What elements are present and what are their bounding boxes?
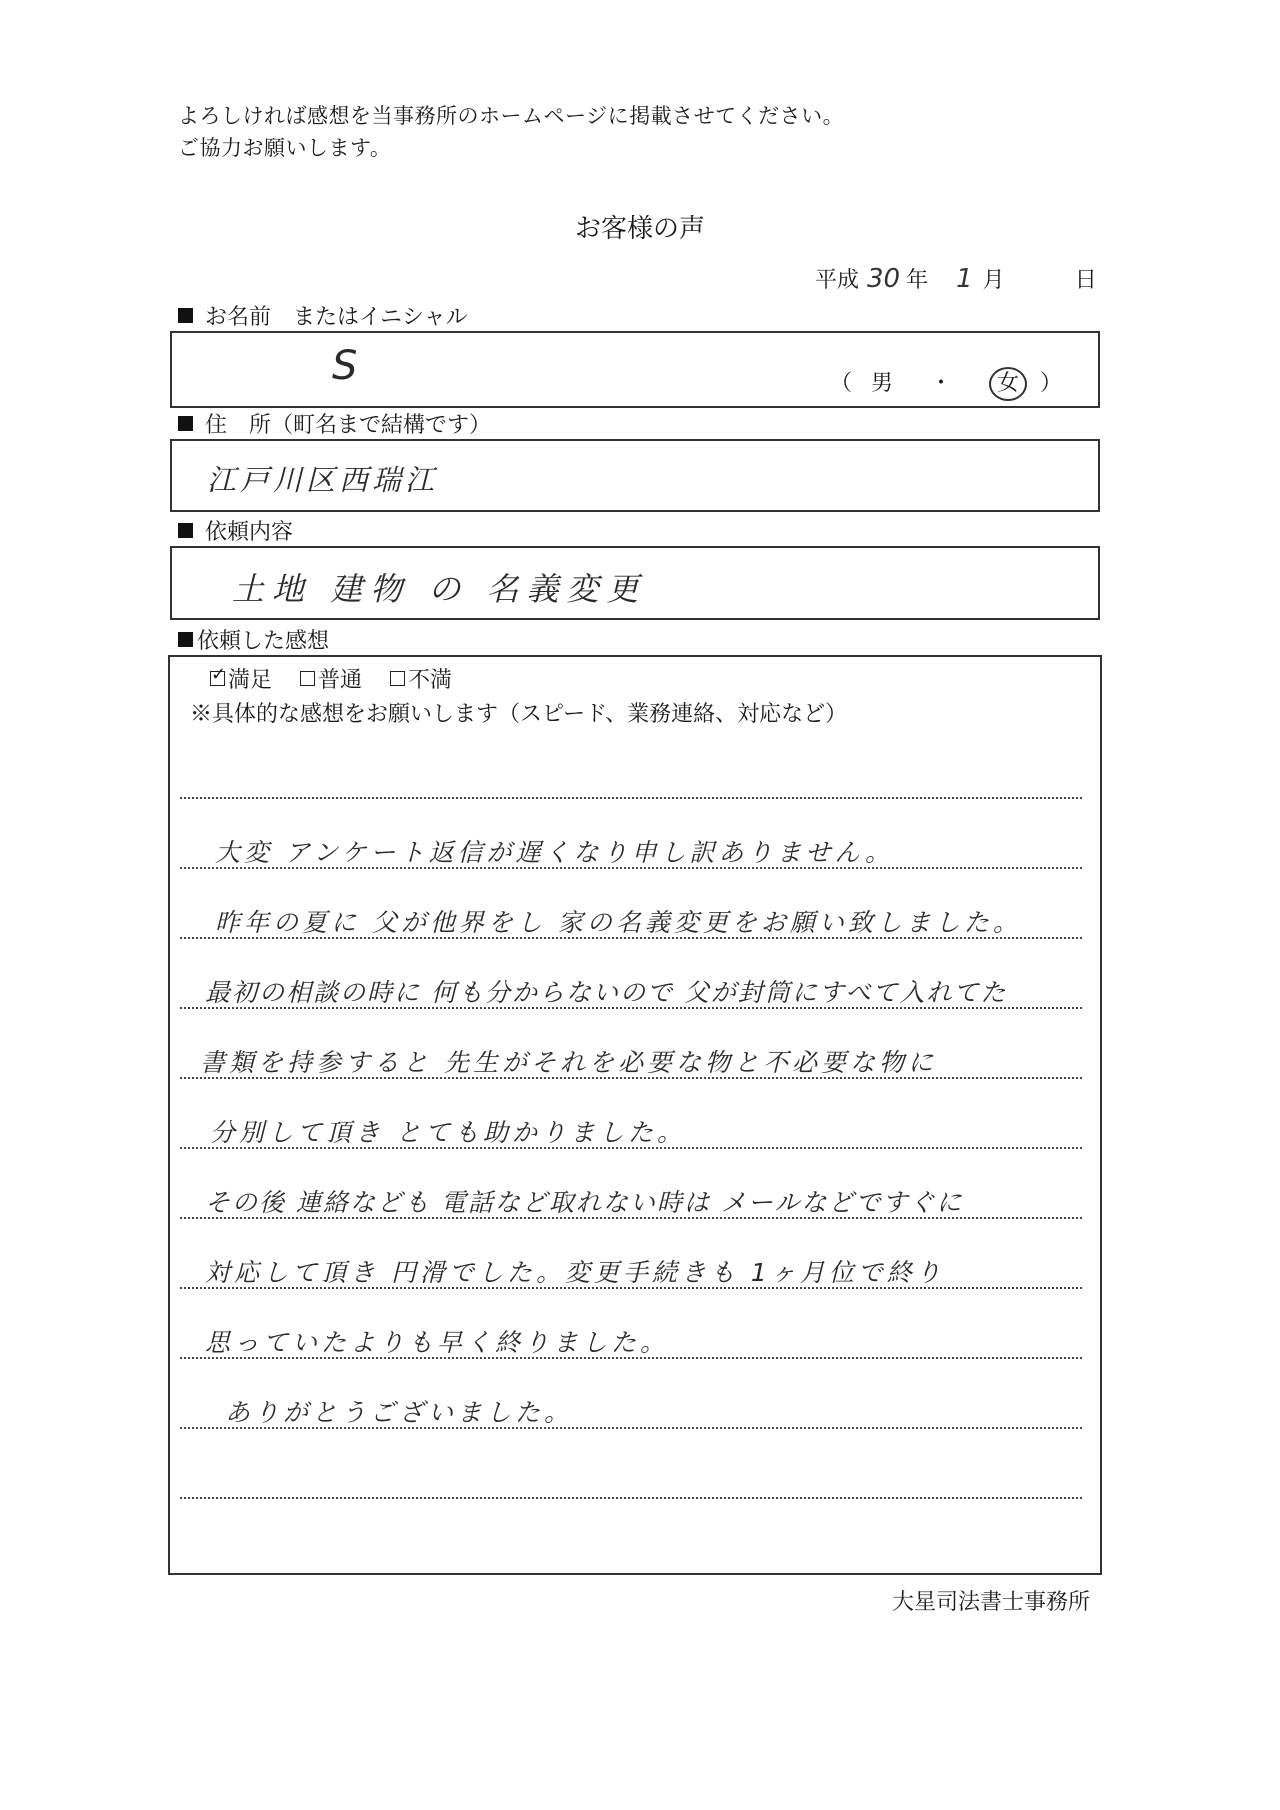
option-label: 普通: [318, 668, 363, 693]
dotted-rule: [180, 797, 1082, 799]
intro-line-2: ご協力お願いします。: [178, 136, 392, 160]
date-year: 30: [867, 264, 901, 294]
option-satisfied: [210, 663, 272, 694]
address-box: [170, 439, 1100, 512]
address-value: 江戸川区西瑞江: [207, 463, 439, 497]
option-label: 満足: [228, 668, 273, 693]
comment-line: ありがとうございました。: [225, 1398, 574, 1427]
impression-label: [178, 624, 329, 655]
comment-line: 昨年の夏に 父が他界をし 家の名義変更をお願い致しました。: [215, 908, 1022, 937]
gender-male: 男: [871, 371, 900, 396]
gender-selector: [830, 366, 1068, 401]
checkbox-icon: [300, 671, 315, 686]
comment-line: 最初の相談の時に 何も分からないので 父が封筒にすべて入れてた: [205, 978, 1008, 1007]
gender-close: ）: [1040, 371, 1069, 396]
date-era: 平成: [815, 268, 860, 293]
bullet-square-icon: [178, 632, 193, 647]
date: [815, 263, 1097, 294]
checkbox-icon: [390, 671, 405, 686]
bullet-square-icon: [178, 416, 193, 431]
comment-line: 書類を持参すると 先生がそれを必要な物と不必要な物に: [200, 1048, 937, 1077]
impression-label-text: 依頼した感想: [197, 629, 330, 654]
date-day-unit: 日: [1074, 268, 1097, 293]
page-title: お客様の声: [574, 214, 705, 244]
bullet-square-icon: [178, 523, 193, 538]
gender-open: （: [830, 371, 859, 396]
checkbox-checked-icon: [210, 671, 225, 686]
option-dissatisfied: [390, 663, 452, 694]
date-year-unit: 年: [906, 268, 929, 293]
name-value: S: [332, 343, 362, 389]
satisfaction-options: [210, 663, 452, 694]
date-month: 1: [956, 264, 973, 294]
gender-female-circled: 女: [989, 367, 1027, 401]
intro-line-1: よろしければ感想を当事務所のホームページに掲載させてください。: [178, 104, 845, 128]
option-normal: [300, 663, 362, 694]
address-label-text: 住 所（町名まで結構です）: [205, 413, 492, 438]
date-month-unit: 月: [982, 268, 1005, 293]
comment-line: 大変 アンケート返信が遅くなり申し訳ありません。: [215, 838, 894, 867]
request-label: [178, 515, 293, 546]
comment-line: 対応して頂き 円滑でした。変更手続きも 1ヶ月位で終り: [205, 1258, 945, 1287]
request-value: 土地 建物 の 名義変更: [232, 570, 647, 608]
comment-line: 思っていたよりも早く終りました。: [205, 1328, 670, 1357]
gender-dot: ・: [930, 371, 959, 396]
name-label-text: お名前 またはイニシャル: [205, 305, 468, 330]
impression-note: ※具体的な感想をお願いします（スピード、業務連絡、対応など）: [190, 702, 848, 727]
option-label: 不満: [408, 668, 453, 693]
dotted-rule: [180, 1497, 1082, 1499]
bullet-square-icon: [178, 308, 193, 323]
address-label: [178, 408, 491, 439]
comment-line: 分別して頂き とても助かりました。: [210, 1118, 686, 1147]
comment-line: その後 連絡なども 電話など取れない時は メールなどですぐに: [205, 1188, 964, 1217]
office-name: 大星司法書士事務所: [891, 1590, 1090, 1615]
request-label-text: 依頼内容: [205, 520, 294, 545]
request-box: [170, 546, 1100, 620]
name-label: [178, 300, 468, 331]
